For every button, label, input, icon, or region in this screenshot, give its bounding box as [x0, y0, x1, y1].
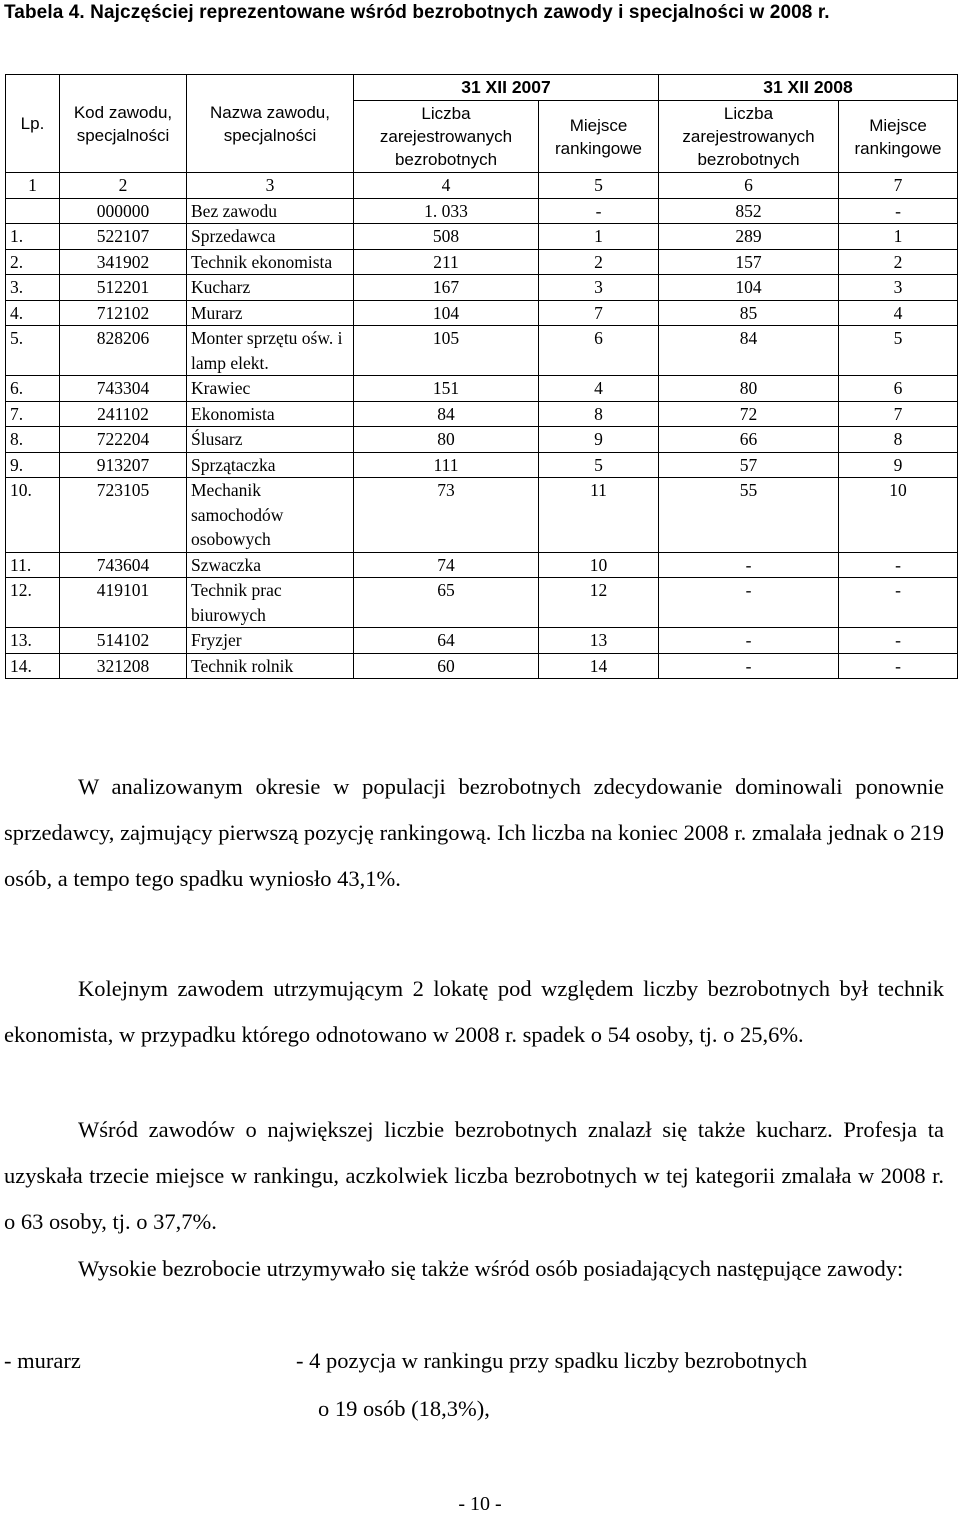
- paragraph-text: Wśród zawodów o największej liczbie bezrobotnych znalazł się także kucharz. Profesja ta uzyskała trzecie miejsce w rankingu, aczkolwiek liczba bezrobotnych w tej kategorii zmalała w 2008 r. o 63 osoby, tj. o 37,7%.: [4, 1117, 944, 1234]
- row-miejsce-2008: 8: [839, 427, 958, 453]
- row-miejsce-2007: 11: [539, 478, 659, 553]
- row-name: Bez zawodu: [187, 198, 354, 224]
- page-number: - 10 -: [458, 1493, 502, 1515]
- table-row: [6, 300, 958, 326]
- paragraph-technik-ekonomista: [4, 966, 944, 1058]
- row-miejsce-2007: 1: [539, 224, 659, 250]
- row-liczba-2007: 508: [354, 224, 539, 250]
- row-miejsce-2008: 6: [839, 376, 958, 402]
- row-kod: 512201: [60, 275, 187, 301]
- row-liczba-2008: -: [659, 578, 839, 628]
- col-number: 4: [354, 173, 539, 199]
- row-kod: 828206: [60, 326, 187, 376]
- header-group-2008: 31 XII 2008: [659, 75, 958, 101]
- row-liczba-2008: 55: [659, 478, 839, 553]
- row-liczba-2007: 151: [354, 376, 539, 402]
- row-miejsce-2008: 4: [839, 300, 958, 326]
- row-liczba-2007: 65: [354, 578, 539, 628]
- row-kod: 723105: [60, 478, 187, 553]
- row-liczba-2007: 167: [354, 275, 539, 301]
- row-lp: 13.: [6, 628, 60, 654]
- col-number: 3: [187, 173, 354, 199]
- row-name: Sprzedawca: [187, 224, 354, 250]
- row-name: Technik prac biurowych: [187, 578, 354, 628]
- row-miejsce-2007: 9: [539, 427, 659, 453]
- row-miejsce-2007: 6: [539, 326, 659, 376]
- row-miejsce-2008: -: [839, 653, 958, 679]
- row-liczba-2008: 66: [659, 427, 839, 453]
- row-name: Ekonomista: [187, 401, 354, 427]
- row-miejsce-2008: -: [839, 578, 958, 628]
- row-kod: 000000: [60, 198, 187, 224]
- row-miejsce-2008: 5: [839, 326, 958, 376]
- header-miejsce-2007: Miejsce rankingowe: [539, 101, 659, 173]
- row-lp: 2.: [6, 249, 60, 275]
- row-kod: 241102: [60, 401, 187, 427]
- table-row: [6, 326, 958, 376]
- row-lp: 11.: [6, 552, 60, 578]
- row-miejsce-2008: 7: [839, 401, 958, 427]
- row-lp: 3.: [6, 275, 60, 301]
- row-miejsce-2008: 3: [839, 275, 958, 301]
- row-miejsce-2007: 7: [539, 300, 659, 326]
- table-row: [6, 427, 958, 453]
- row-liczba-2008: 104: [659, 275, 839, 301]
- row-miejsce-2007: 2: [539, 249, 659, 275]
- row-lp: [6, 198, 60, 224]
- row-miejsce-2007: 4: [539, 376, 659, 402]
- row-lp: 7.: [6, 401, 60, 427]
- row-name: Murarz: [187, 300, 354, 326]
- row-name: Mechanik samochodów osobowych: [187, 478, 354, 553]
- row-liczba-2008: 57: [659, 452, 839, 478]
- row-kod: 514102: [60, 628, 187, 654]
- row-liczba-2008: 85: [659, 300, 839, 326]
- row-kod: 743304: [60, 376, 187, 402]
- row-miejsce-2007: 10: [539, 552, 659, 578]
- table-row: [6, 224, 958, 250]
- row-name: Monter sprzętu ośw. i lamp elekt.: [187, 326, 354, 376]
- row-miejsce-2007: 14: [539, 653, 659, 679]
- row-kod: 522107: [60, 224, 187, 250]
- row-liczba-2007: 64: [354, 628, 539, 654]
- row-liczba-2007: 111: [354, 452, 539, 478]
- table-row: [6, 628, 958, 654]
- row-miejsce-2008: 2: [839, 249, 958, 275]
- header-liczba-2008: Liczba zarejestrowanych bezrobotnych: [659, 101, 839, 173]
- row-name: Sprzątaczka: [187, 452, 354, 478]
- row-lp: 14.: [6, 653, 60, 679]
- row-miejsce-2008: -: [839, 628, 958, 654]
- col-number: 5: [539, 173, 659, 199]
- table-row: [6, 275, 958, 301]
- row-miejsce-2008: -: [839, 552, 958, 578]
- row-liczba-2008: -: [659, 552, 839, 578]
- occupations-table: [5, 74, 958, 679]
- row-miejsce-2008: -: [839, 198, 958, 224]
- row-liczba-2008: 852: [659, 198, 839, 224]
- row-liczba-2008: -: [659, 628, 839, 654]
- paragraph-kucharz: [4, 1107, 944, 1245]
- table-row: [6, 376, 958, 402]
- row-name: Technik rolnik: [187, 653, 354, 679]
- col-number: 7: [839, 173, 958, 199]
- column-numbers-row: [6, 173, 958, 199]
- row-liczba-2008: -: [659, 653, 839, 679]
- table-row: [6, 452, 958, 478]
- row-kod: 341902: [60, 249, 187, 275]
- row-miejsce-2008: 9: [839, 452, 958, 478]
- row-liczba-2007: 73: [354, 478, 539, 553]
- row-liczba-2007: 84: [354, 401, 539, 427]
- paragraph-text: Wysokie bezrobocie utrzymywało się także wśród osób posiadających następujące zawody:: [78, 1256, 904, 1281]
- row-kod: 722204: [60, 427, 187, 453]
- row-liczba-2007: 105: [354, 326, 539, 376]
- row-miejsce-2007: 12: [539, 578, 659, 628]
- row-name: Kucharz: [187, 275, 354, 301]
- row-miejsce-2008: 10: [839, 478, 958, 553]
- header-kod: Kod zawodu, specjalności: [60, 75, 187, 173]
- row-kod: 743604: [60, 552, 187, 578]
- row-lp: 9.: [6, 452, 60, 478]
- table-row: [6, 401, 958, 427]
- header-liczba-2007: Liczba zarejestrowanych bezrobotnych: [354, 101, 539, 173]
- row-miejsce-2008: 1: [839, 224, 958, 250]
- row-miejsce-2007: -: [539, 198, 659, 224]
- list-item-text: - 4 pozycja w rankingu przy spadku liczby bezrobotnych: [296, 1348, 808, 1373]
- paragraph-text: W analizowanym okresie w populacji bezrobotnych zdecydowanie dominowali ponownie sprzedawcy, zajmujący pierwszą pozycję rankingową. Ich liczba na koniec 2008 r. zmalała jednak o 219 osób, a tempo tego spadku wyniosło 43,1%.: [4, 774, 944, 891]
- row-name: Fryzjer: [187, 628, 354, 654]
- table-caption: Tabela 4. Najczęściej reprezentowane wśród bezrobotnych zawody i specjalności w 2008 r.: [4, 2, 830, 23]
- row-lp: 4.: [6, 300, 60, 326]
- row-lp: 1.: [6, 224, 60, 250]
- paragraph-sprzedawcy: [4, 764, 944, 902]
- col-number: 2: [60, 173, 187, 199]
- table-row: [6, 653, 958, 679]
- list-item-continuation: o 19 osób (18,3%),: [318, 1396, 490, 1421]
- row-name: Technik ekonomista: [187, 249, 354, 275]
- row-liczba-2007: 104: [354, 300, 539, 326]
- table-row: [6, 552, 958, 578]
- row-name: Ślusarz: [187, 427, 354, 453]
- row-liczba-2007: 211: [354, 249, 539, 275]
- table-row: [6, 249, 958, 275]
- row-name: Szwaczka: [187, 552, 354, 578]
- row-liczba-2007: 74: [354, 552, 539, 578]
- row-lp: 5.: [6, 326, 60, 376]
- row-liczba-2007: 1. 033: [354, 198, 539, 224]
- row-liczba-2008: 289: [659, 224, 839, 250]
- row-lp: 6.: [6, 376, 60, 402]
- row-miejsce-2007: 13: [539, 628, 659, 654]
- table-body: [6, 173, 958, 679]
- row-kod: 712102: [60, 300, 187, 326]
- row-liczba-2007: 60: [354, 653, 539, 679]
- row-lp: 10.: [6, 478, 60, 553]
- table-row: [6, 578, 958, 628]
- header-group-2007: 31 XII 2007: [354, 75, 659, 101]
- table-row: [6, 198, 958, 224]
- row-kod: 419101: [60, 578, 187, 628]
- row-name: Krawiec: [187, 376, 354, 402]
- row-liczba-2008: 84: [659, 326, 839, 376]
- row-liczba-2008: 157: [659, 249, 839, 275]
- paragraph-wysokie-bezrobocie: [4, 1246, 944, 1292]
- col-number: 6: [659, 173, 839, 199]
- row-miejsce-2007: 5: [539, 452, 659, 478]
- header-lp: Lp.: [6, 75, 60, 173]
- paragraph-text: Kolejnym zawodem utrzymującym 2 lokatę pod względem liczby bezrobotnych był technik ekonomista, w przypadku którego odnotowano w 2008 r. spadek o 54 osoby, tj. o 25,6%.: [4, 976, 944, 1047]
- row-lp: 12.: [6, 578, 60, 628]
- row-miejsce-2007: 3: [539, 275, 659, 301]
- list-item-label: - murarz: [4, 1348, 81, 1373]
- row-liczba-2008: 80: [659, 376, 839, 402]
- row-miejsce-2007: 8: [539, 401, 659, 427]
- header-nazwa: Nazwa zawodu, specjalności: [187, 75, 354, 173]
- col-number: 1: [6, 173, 60, 199]
- row-liczba-2007: 80: [354, 427, 539, 453]
- row-liczba-2008: 72: [659, 401, 839, 427]
- row-kod: 913207: [60, 452, 187, 478]
- table-row: [6, 478, 958, 553]
- header-miejsce-2008: Miejsce rankingowe: [839, 101, 958, 173]
- row-lp: 8.: [6, 427, 60, 453]
- row-kod: 321208: [60, 653, 187, 679]
